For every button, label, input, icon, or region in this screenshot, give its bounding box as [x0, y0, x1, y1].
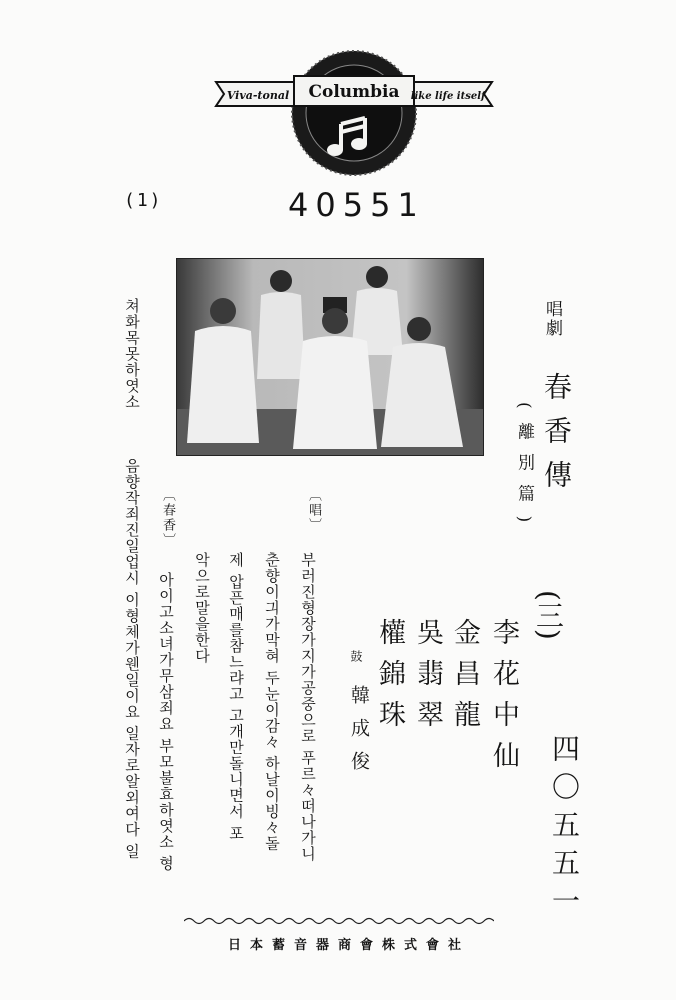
logo-left-banner: Viva-tonal — [226, 89, 290, 102]
lyric-line: 음향작죄진일업시 이형체가웬일이요 일자로알외여다 일 — [123, 458, 141, 860]
logo-right-banner: like life itself — [410, 91, 486, 102]
performer-name: 李花中仙 — [488, 618, 519, 782]
drum-player-name: 韓成俊 — [348, 685, 370, 784]
performer-name: 權錦珠 — [374, 618, 405, 741]
title-part-number: (三) — [532, 590, 565, 640]
wavy-divider — [184, 916, 494, 926]
performer-name: 金昌龍 — [449, 618, 480, 741]
catalog-number: 40551 — [288, 186, 425, 224]
performers-photo — [176, 258, 484, 456]
columbia-logo — [208, 44, 500, 176]
lyric-line: 제 압픈매를참느랴고 고개만돌니면서 포 — [227, 552, 245, 842]
work-subtitle: (離別篇) — [514, 402, 534, 537]
logo-brand: Columbia — [308, 82, 400, 102]
singer-role-text: 唱 — [306, 503, 321, 518]
lyric-line: 악으로말을한다 — [193, 552, 211, 664]
drum-role-label: 鼓 — [349, 650, 363, 662]
company-name: 日本蓄音器商會株式會社 — [228, 938, 471, 953]
lyric-line: 춘향이긔가막혀 두눈이감々 하날이빙々돌 — [263, 552, 281, 852]
singer-role-label: 〔唱〕 — [306, 488, 321, 533]
side-label: (1) — [124, 190, 163, 211]
performer-name: 吳翡翠 — [412, 618, 443, 741]
chunhyang-role-label: 〔春香〕 — [160, 488, 175, 548]
lyric-line: 부러진형장가지가공중으로 푸르々떠나가니 — [299, 552, 317, 862]
lyric-line: 아이고소녀가무삼죄요 부모불효하엿소 형 — [157, 572, 175, 872]
chunhyang-role-text: 春香 — [160, 503, 175, 533]
side-catalog-number: 四〇五五一 — [548, 734, 581, 924]
genre-label: 唱劇 — [542, 300, 562, 338]
lyric-line: 쳐화목못하엿소 — [123, 298, 141, 410]
work-title: 春香傳 — [540, 372, 573, 504]
